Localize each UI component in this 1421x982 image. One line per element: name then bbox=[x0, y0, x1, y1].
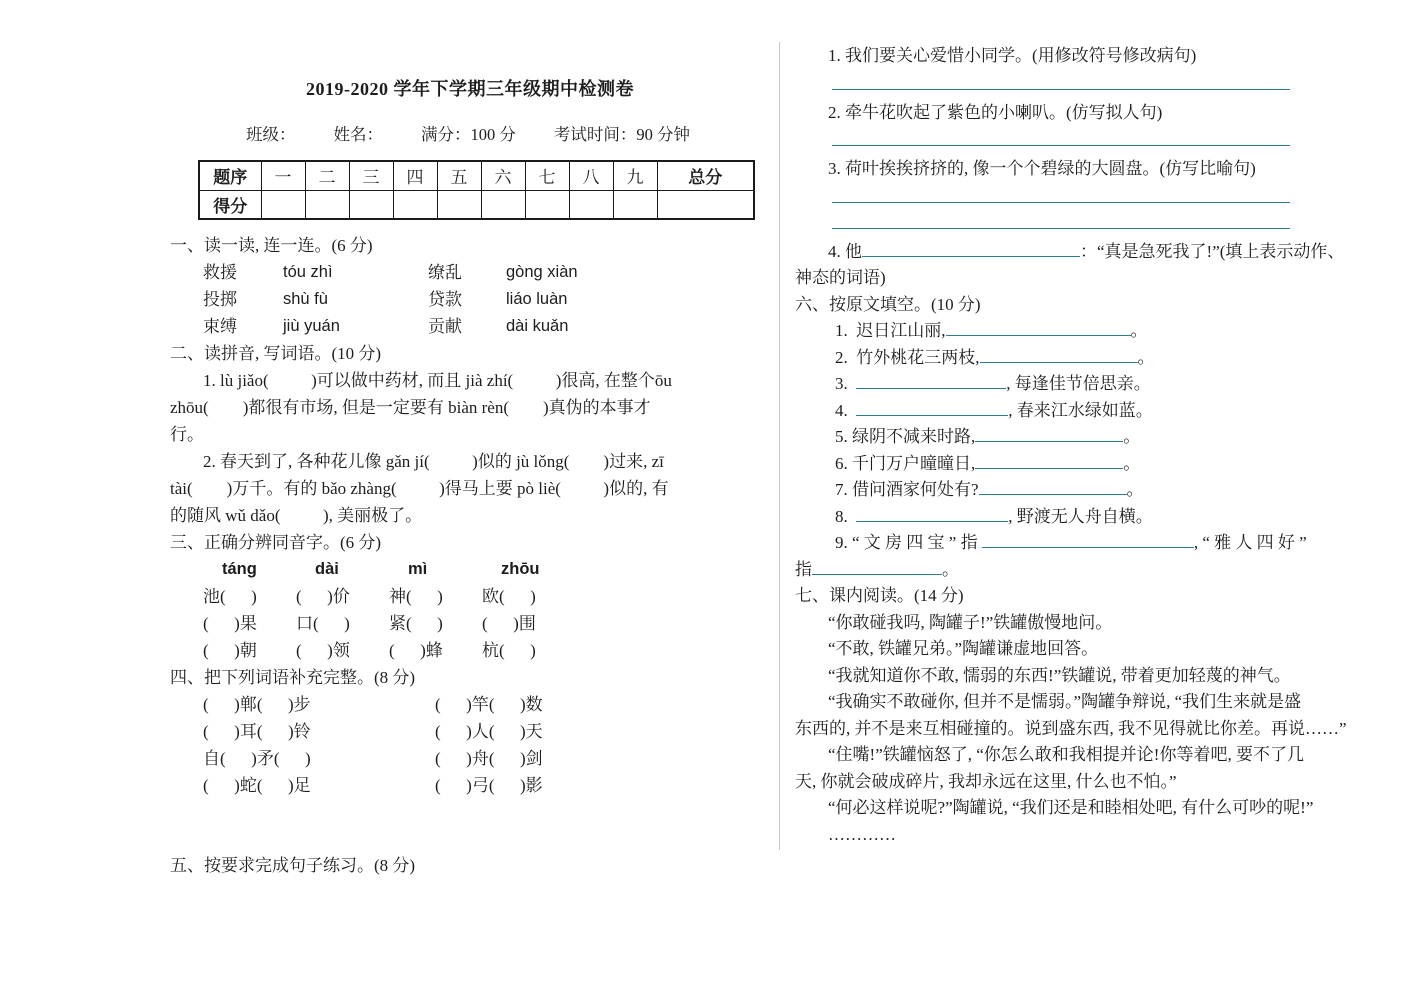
blank-item: ( )领 bbox=[296, 641, 350, 660]
score-table-cell: 八 bbox=[569, 161, 613, 190]
answer-blank bbox=[982, 533, 1194, 548]
sentence-question bbox=[795, 239, 1411, 266]
pinyin: tóu zhì bbox=[283, 263, 333, 281]
verse-text: , 每逢佳节倍思亲。 bbox=[1006, 374, 1151, 393]
passage-line: “何必这样说呢?”陶罐说, “我们还是和睦相处吧, 有什么可吵的呢!” bbox=[828, 798, 1314, 817]
verse-text: , 春来江水绿如蓝。 bbox=[1008, 400, 1153, 420]
score-table-cell: 四 bbox=[393, 161, 437, 190]
idiom-item: ( )弓( )影 bbox=[435, 776, 543, 795]
word: 贡献 bbox=[428, 317, 462, 336]
fill-pinyin-line: tài( )万千。有的 bǎo zhàng( )得马上要 pò liè( )似的, 有 bbox=[170, 479, 669, 498]
idiom-item: ( )耳( )铃 bbox=[203, 722, 311, 741]
recite-item bbox=[795, 371, 1411, 398]
pinyin: zhōu bbox=[501, 560, 540, 578]
passage-line: 东西的, 并不是来互相碰撞的。说到盛东西, 我不见得就比你差。再说……” bbox=[795, 718, 1347, 738]
homophone-row bbox=[170, 583, 770, 610]
section-4-title: 四、把下列词语补充完整。(8 分) bbox=[170, 668, 416, 687]
recite-item bbox=[795, 477, 1411, 504]
blank-item: ( )围 bbox=[482, 614, 536, 633]
verse-text: 7. 借问酒家何处有? bbox=[835, 480, 979, 499]
homophone-header-row bbox=[170, 556, 770, 583]
blank-item: 神( ) bbox=[389, 587, 443, 606]
exam-meta-row bbox=[170, 121, 770, 145]
match-row bbox=[170, 286, 770, 313]
idiom-item: ( )舟( )剑 bbox=[435, 749, 543, 768]
score-table-cell: 三 bbox=[349, 161, 393, 190]
sentence-question-wrap: 神态的词语) bbox=[795, 268, 886, 287]
blank-item: ( )朝 bbox=[203, 641, 257, 660]
idiom-row bbox=[170, 745, 770, 772]
pinyin: mì bbox=[408, 560, 428, 578]
match-row bbox=[170, 259, 770, 286]
idiom-row bbox=[170, 691, 770, 718]
score-input-cell bbox=[437, 190, 481, 219]
blank-item: 池( ) bbox=[203, 587, 257, 606]
score-table-cell: 二 bbox=[305, 161, 349, 190]
section-7-title: 七、课内阅读。(14 分) bbox=[795, 586, 964, 605]
score-table-cell: 九 bbox=[613, 161, 657, 190]
recite-item bbox=[795, 398, 1411, 425]
name-label: 姓名： bbox=[333, 125, 383, 144]
answer-blank bbox=[856, 507, 1008, 522]
blank-item: ( )价 bbox=[296, 587, 350, 606]
homophone-row bbox=[170, 637, 770, 664]
word: 束缚 bbox=[203, 317, 237, 336]
blank-item: 口( ) bbox=[296, 614, 350, 633]
passage-line: 天, 你就会破成碎片, 我却永远在这里, 什么也不怕。” bbox=[795, 771, 1177, 791]
verse-text: 9. “ 文 房 四 宝 ” 指 bbox=[835, 533, 982, 552]
fill-pinyin-line: 1. lù jiǎo( )可以做中药材, 而且 jià zhí( )很高, 在整个ōu bbox=[203, 371, 672, 390]
word: 贷款 bbox=[428, 290, 462, 309]
score-table-cell: 题序 bbox=[199, 161, 261, 190]
score-input-cell bbox=[525, 190, 569, 219]
pinyin: shù fù bbox=[283, 290, 328, 308]
section-1-title: 一、读一读, 连一连。(6 分) bbox=[170, 236, 373, 255]
recite-item bbox=[795, 345, 1411, 372]
question-text: ：“真是急死我了!”(填上表示动作、 bbox=[1080, 241, 1345, 261]
left-column bbox=[170, 75, 770, 879]
pinyin: jiù yuán bbox=[283, 317, 340, 335]
word: 投掷 bbox=[203, 290, 237, 309]
score-input-cell bbox=[305, 190, 349, 219]
score-input-cell bbox=[349, 190, 393, 219]
answer-blank-line bbox=[832, 130, 1290, 146]
answer-blank bbox=[856, 374, 1006, 389]
fill-pinyin-line: 2. 春天到了, 各种花儿像 gǎn jí( )似的 jù lǒng( )过来, zī bbox=[203, 452, 664, 471]
score-table-cell: 总分 bbox=[657, 161, 754, 190]
verse-text: 。 bbox=[1137, 347, 1155, 367]
right-column bbox=[795, 43, 1411, 848]
blank-item: 紧( ) bbox=[389, 614, 443, 633]
blank-item: ( )蜂 bbox=[389, 641, 443, 660]
verse-text: , 野渡无人舟自横。 bbox=[1008, 506, 1153, 526]
verse-text: , “ 雅 人 四 好 ” bbox=[1193, 533, 1307, 552]
verse-text: 1. 迟日江山丽, bbox=[835, 321, 946, 340]
sentence-question: 1. 我们要关心爱惜小同学。(用修改符号修改病句) bbox=[828, 46, 1197, 65]
pinyin: dài kuǎn bbox=[506, 317, 569, 335]
word: 救援 bbox=[203, 263, 237, 282]
score-input-cell bbox=[613, 190, 657, 219]
pinyin: liáo luàn bbox=[506, 290, 568, 308]
score-input-cell bbox=[393, 190, 437, 219]
word: 缭乱 bbox=[428, 263, 462, 282]
verse-text: 2. 竹外桃花三两枝, bbox=[835, 347, 980, 367]
answer-blank bbox=[862, 242, 1080, 257]
passage-line: “住嘴!”铁罐恼怒了, “你怎么敢和我相提并论!你等着吧, 要不了几 bbox=[828, 745, 1304, 764]
match-row bbox=[170, 313, 770, 340]
passage-line: “不敢, 铁罐兄弟。”陶罐谦虚地回答。 bbox=[828, 639, 1099, 658]
recite-item bbox=[795, 530, 1411, 557]
verse-text: 6. 千门万户曈曈日, bbox=[835, 453, 976, 473]
verse-text: 。 bbox=[1130, 321, 1148, 340]
score-table-cell: 一 bbox=[261, 161, 305, 190]
score-input-cell bbox=[261, 190, 305, 219]
pinyin: táng bbox=[222, 560, 257, 578]
verse-text: 8. bbox=[835, 506, 857, 526]
idiom-item: ( )人( )天 bbox=[435, 722, 543, 741]
verse-text: 指 bbox=[795, 559, 812, 579]
verse-text: 3. bbox=[835, 374, 857, 393]
sentence-question: 3. 荷叶挨挨挤挤的, 像一个个碧绿的大圆盘。(仿写比喻句) bbox=[828, 159, 1256, 178]
passage-line: “你敢碰我吗, 陶罐子!”铁罐傲慢地问。 bbox=[828, 612, 1113, 632]
score-table-cell: 五 bbox=[437, 161, 481, 190]
answer-blank-line bbox=[832, 74, 1290, 90]
fill-pinyin-line: zhōu( )都很有市场, 但是一定要有 biàn rèn( )真伪的本事才 bbox=[170, 398, 651, 417]
passage-line: “我确实不敢碰你, 但并不是懦弱。”陶罐争辩说, “我们生来就是盛 bbox=[828, 692, 1302, 711]
pinyin: dài bbox=[315, 560, 339, 578]
recite-item bbox=[795, 318, 1411, 345]
answer-blank bbox=[856, 401, 1008, 416]
score-table-cell: 七 bbox=[525, 161, 569, 190]
verse-text: 。 bbox=[1123, 453, 1141, 473]
recite-item-wrap bbox=[795, 557, 1411, 584]
passage-line: “我就知道你不敢, 懦弱的东西!”铁罐说, 带着更加轻蔑的神气。 bbox=[828, 665, 1291, 685]
score-table-cell: 六 bbox=[481, 161, 525, 190]
verse-text: 。 bbox=[1123, 427, 1141, 446]
answer-blank bbox=[812, 560, 942, 575]
blank-item: 欧( ) bbox=[482, 587, 536, 606]
idiom-item: 自( )矛( ) bbox=[203, 749, 311, 768]
score-input-cell bbox=[481, 190, 525, 219]
score-input-cell bbox=[569, 190, 613, 219]
class-label: 班级： bbox=[246, 125, 296, 144]
verse-text: 4. bbox=[835, 400, 857, 420]
answer-blank bbox=[979, 480, 1127, 495]
full-score-label: 满分：100 分 bbox=[421, 125, 516, 144]
recite-item bbox=[795, 451, 1411, 478]
exam-time-label: 考试时间：90 分钟 bbox=[553, 125, 690, 144]
blank-item: ( )果 bbox=[203, 614, 257, 633]
score-table-header-row bbox=[199, 161, 754, 190]
question-text: 4. 他 bbox=[828, 241, 862, 261]
idiom-item: ( )竿( )数 bbox=[435, 695, 543, 714]
answer-blank bbox=[946, 321, 1131, 336]
pinyin: gòng xiàn bbox=[506, 263, 578, 281]
sentence-question: 2. 牵牛花吹起了紫色的小喇叭。(仿写拟人句) bbox=[828, 102, 1163, 122]
section-5-title: 五、按要求完成句子练习。(8 分) bbox=[170, 856, 416, 875]
section-2-title: 二、读拼音, 写词语。(10 分) bbox=[170, 344, 382, 363]
page-title: 2019-2020 学年下学期三年级期中检测卷 bbox=[306, 79, 634, 99]
answer-blank bbox=[980, 348, 1138, 363]
verse-text: 5. 绿阴不减来时路, bbox=[835, 427, 976, 446]
score-table-score-row bbox=[199, 190, 754, 219]
idiom-row bbox=[170, 772, 770, 799]
section-6-title: 六、按原文填空。(10 分) bbox=[795, 294, 981, 314]
answer-blank-line bbox=[832, 213, 1290, 229]
recite-item bbox=[795, 504, 1411, 531]
score-input-cell bbox=[657, 190, 754, 219]
passage-ellipsis: ………… bbox=[828, 824, 896, 844]
idiom-item: ( )郸( )步 bbox=[203, 695, 311, 714]
section-3-title: 三、正确分辨同音字。(6 分) bbox=[170, 533, 382, 552]
answer-blank bbox=[975, 454, 1123, 469]
verse-text: 。 bbox=[1126, 480, 1144, 499]
score-table bbox=[198, 160, 755, 220]
column-divider bbox=[779, 42, 780, 850]
answer-blank bbox=[975, 427, 1123, 442]
recite-item bbox=[795, 424, 1411, 451]
idiom-row bbox=[170, 718, 770, 745]
verse-text: 。 bbox=[942, 559, 959, 579]
homophone-row bbox=[170, 610, 770, 637]
fill-pinyin-line: 的随风 wǔ dǎo( ), 美丽极了。 bbox=[170, 506, 423, 525]
fill-pinyin-line: 行。 bbox=[170, 425, 204, 444]
blank-item: 杭( ) bbox=[482, 641, 536, 660]
idiom-item: ( )蛇( )足 bbox=[203, 776, 311, 795]
score-table-cell: 得分 bbox=[199, 190, 261, 219]
answer-blank-line bbox=[832, 187, 1290, 203]
